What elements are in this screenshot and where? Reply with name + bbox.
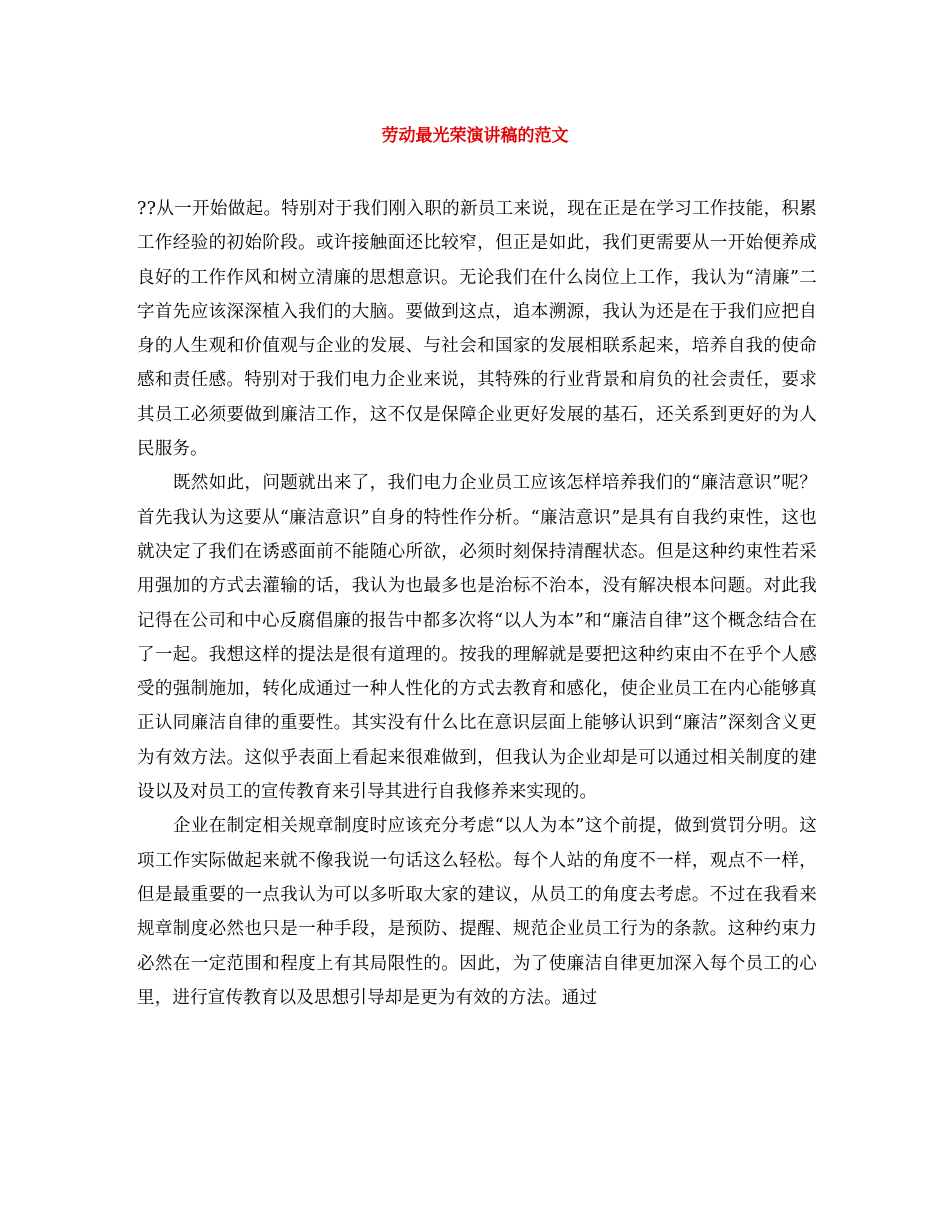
paragraph-1: ??从一开始做起。特别对于我们刚入职的新员工来说，现在正是在学习工作技能，积累工作经验的初始阶段。或许接触面还比较窄，但正是如此，我们更需要从一开始便养成良好的工作作风和树立清廉的思想意识。无论我们在什么岗位上工作，我认为“清廉”二字首先应该深深植入我们的大脑。要做到这点，追本溯源，我认为还是在于我们应把自身的人生观和价值观与企业的发展、与社会和国家的发展相联系起来，培养自我的使命感和责任感。特别对于我们电力企业来说，其特殊的行业背景和肩负的社会责任，要求其员工必须要做到廉洁工作，这不仅是保障企业更好发展的基石，还关系到更好的为人民服务。 bbox=[137, 199, 817, 460]
paragraph-3: 企业在制定相关规章制度时应该充分考虑“以人为本”这个前提，做到赏罚分明。这项工作实际做起来就不像我说一句话这么轻松。每个人站的角度不一样，观点不一样，但是最重要的一点我认为可以多听取大家的建议，从员工的角度去考虑。不过在我看来规章制度必然也只是一种手段，是预防、提醒、规范企业员工行为的条款。这种约束力必然在一定范围和程度上有其局限性的。因此，为了使廉洁自律更加深入每个员工的心里，进行宣传教育以及思想引导却是更为有效的方法。通过 bbox=[137, 816, 817, 1008]
paragraph-2: 既然如此，问题就出来了，我们电力企业员工应该怎样培养我们的“廉洁意识”呢？首先我认为这要从“廉洁意识”自身的特性作分析。“廉洁意识”是具有自我约束性，这也就决定了我们在诱惑面前不能随心所欲，必须时刻保持清醒状态。但是这种约束性若采用强加的方式去灌输的话，我认为也最多也是治标不治本，没有解决根本问题。对此我记得在公司和中心反腐倡廉的报告中都多次将“以人为本”和“廉洁自律”这个概念结合在了一起。我想这样的提法是很有道理的。按我的理解就是要把这种约束由不在乎个人感受的强制施加，转化成通过一种人性化的方式去教育和感化，使企业员工在内心能够真正认同廉洁自律的重要性。其实没有什么比在意识层面上能够认识到“廉洁”深刻含义更为有效方法。这似乎表面上看起来很难做到，但我认为企业却是可以通过相关制度的建设以及对员工的宣传教育来引导其进行自我修养来实现的。 bbox=[137, 473, 817, 803]
document-body bbox=[137, 192, 817, 1015]
document-title: 劳动最光荣演讲稿的范文 bbox=[381, 126, 569, 146]
